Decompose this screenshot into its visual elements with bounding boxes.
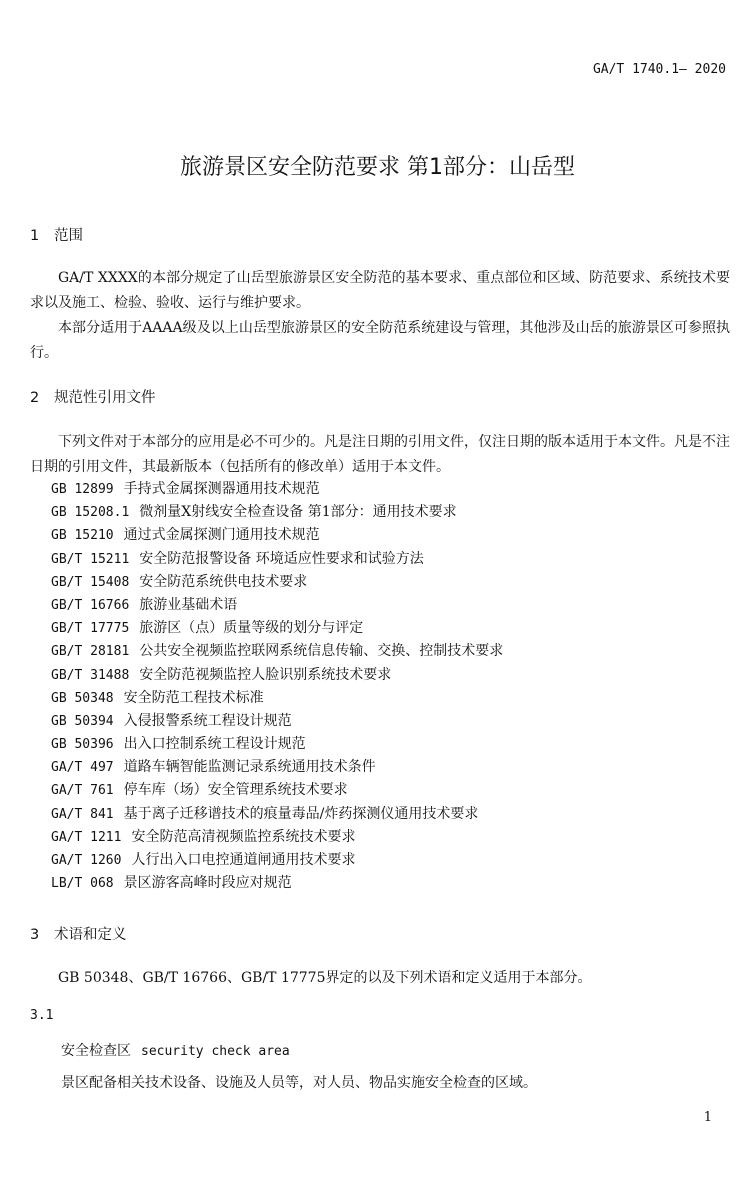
term-entry	[61, 1040, 290, 1060]
reference-item	[51, 524, 503, 547]
term-chinese: 安全检查区	[61, 1043, 131, 1059]
reference-item	[51, 687, 503, 710]
reference-title: 手持式金属探测器通用技术规范	[123, 481, 320, 497]
reference-title: 微剂量X射线安全检查设备 第1部分：通用技术要求	[139, 504, 457, 521]
references-intro-paragraph: 下列文件对于本部分的应用是必不可少的。凡是注日期的引用文件，仅注日期的版本适用于本文件。凡是不注日期的引用文件，其最新版本（包括所有的修改单）适用于本文件。	[30, 434, 730, 475]
reference-item	[51, 640, 503, 663]
reference-code: GB 15208.1	[51, 505, 130, 521]
reference-item	[51, 571, 503, 594]
term-definition: 景区配备相关技术设备、设施及人员等，对人员、物品实施安全检查的区域。	[61, 1075, 537, 1091]
scope-paragraph-1: GA/T XXXX的本部分规定了山岳型旅游景区安全防范的基本要求、重点部位和区域、防范要求、系统技术要求以及施工、检验、验收、运行与维护要求。	[30, 270, 730, 311]
reference-code: GB/T 16766	[51, 597, 130, 613]
section-number: 3	[30, 927, 40, 943]
reference-item	[51, 849, 503, 872]
normative-reference-list	[51, 478, 503, 895]
reference-item	[51, 617, 503, 640]
reference-item	[51, 733, 503, 756]
reference-title: 安全防范高清视频监控系统技术要求	[131, 828, 356, 845]
section-title: 规范性引用文件	[54, 390, 156, 406]
reference-title: 通过式金属探测门通用技术规范	[123, 527, 320, 544]
reference-item	[51, 594, 503, 617]
section-number: 2	[30, 390, 40, 406]
scope-paragraph-2: 本部分适用于AAAA级及以上山岳型旅游景区的安全防范系统建设与管理，其他涉及山岳的旅游景区可参照执行。	[30, 320, 730, 361]
reference-title: 入侵报警系统工程设计规范	[123, 712, 292, 729]
reference-code: GB/T 31488	[51, 667, 130, 683]
reference-item	[51, 756, 503, 779]
reference-title: 景区游客高峰时段应对规范	[123, 875, 292, 892]
reference-code: GA/T 761	[51, 783, 114, 799]
reference-title: 停车库（场）安全管理系统技术要求	[123, 782, 348, 799]
reference-title: 安全防范视频监控人脸识别系统技术要求	[139, 666, 392, 683]
reference-code: GA/T 1211	[51, 829, 122, 845]
section-title: 范围	[54, 228, 83, 244]
document-title: 旅游景区安全防范要求 第1部分：山岳型	[180, 155, 575, 180]
reference-title: 公共安全视频监控联网系统信息传输、交换、控制技术要求	[139, 643, 504, 660]
reference-code: GB/T 15211	[51, 551, 130, 567]
reference-code: GB 50396	[51, 737, 114, 753]
reference-code: GB 50394	[51, 713, 114, 729]
reference-title: 旅游业基础术语	[139, 596, 238, 613]
section-2-heading	[30, 386, 156, 407]
term-english: security check area	[141, 1044, 290, 1059]
reference-item	[51, 664, 503, 687]
reference-item	[51, 826, 503, 849]
reference-item	[51, 872, 503, 895]
reference-code: GA/T 1260	[51, 853, 122, 868]
reference-title: 出入口控制系统工程设计规范	[123, 736, 306, 753]
reference-item	[51, 548, 503, 571]
reference-code: GA/T 841	[51, 806, 114, 822]
standard-code: GA/T 1740.1— 2020	[592, 62, 726, 77]
reference-item	[51, 478, 503, 501]
reference-code: GB 12899	[51, 482, 114, 497]
reference-item	[51, 501, 503, 524]
reference-code: GB/T 15408	[51, 574, 130, 590]
clause-number: 3.1	[30, 1008, 54, 1023]
reference-item	[51, 803, 503, 826]
reference-title: 旅游区（点）质量等级的划分与评定	[139, 620, 364, 637]
reference-title: 道路车辆智能监测记录系统通用技术条件	[123, 759, 376, 776]
reference-title: 安全防范系统供电技术要求	[139, 573, 308, 590]
reference-item	[51, 779, 503, 802]
reference-code: GA/T 497	[51, 760, 114, 776]
terms-intro-paragraph: GB 50348、GB/T 16766、GB/T 17775界定的以及下列术语和定义适用于本部分。	[58, 970, 592, 986]
reference-title: 基于离子迁移谱技术的痕量毒品/炸药探测仪通用技术要求	[123, 805, 479, 822]
reference-code: GB 50348	[51, 690, 114, 706]
section-number: 1	[30, 228, 40, 244]
section-title: 术语和定义	[54, 927, 127, 943]
page-number: 1	[703, 1110, 712, 1125]
reference-title: 安全防范工程技术标准	[123, 689, 264, 706]
section-3-heading	[30, 923, 127, 944]
reference-title: 人行出入口电控通道闸通用技术要求	[131, 852, 356, 868]
reference-code: GB/T 17775	[51, 621, 130, 637]
reference-code: LB/T 068	[51, 876, 114, 892]
reference-code: GB 15210	[51, 528, 114, 544]
reference-item	[51, 710, 503, 733]
reference-code: GB/T 28181	[51, 644, 130, 660]
section-1-heading	[30, 224, 83, 245]
reference-title: 安全防范报警设备 环境适应性要求和试验方法	[139, 550, 424, 567]
